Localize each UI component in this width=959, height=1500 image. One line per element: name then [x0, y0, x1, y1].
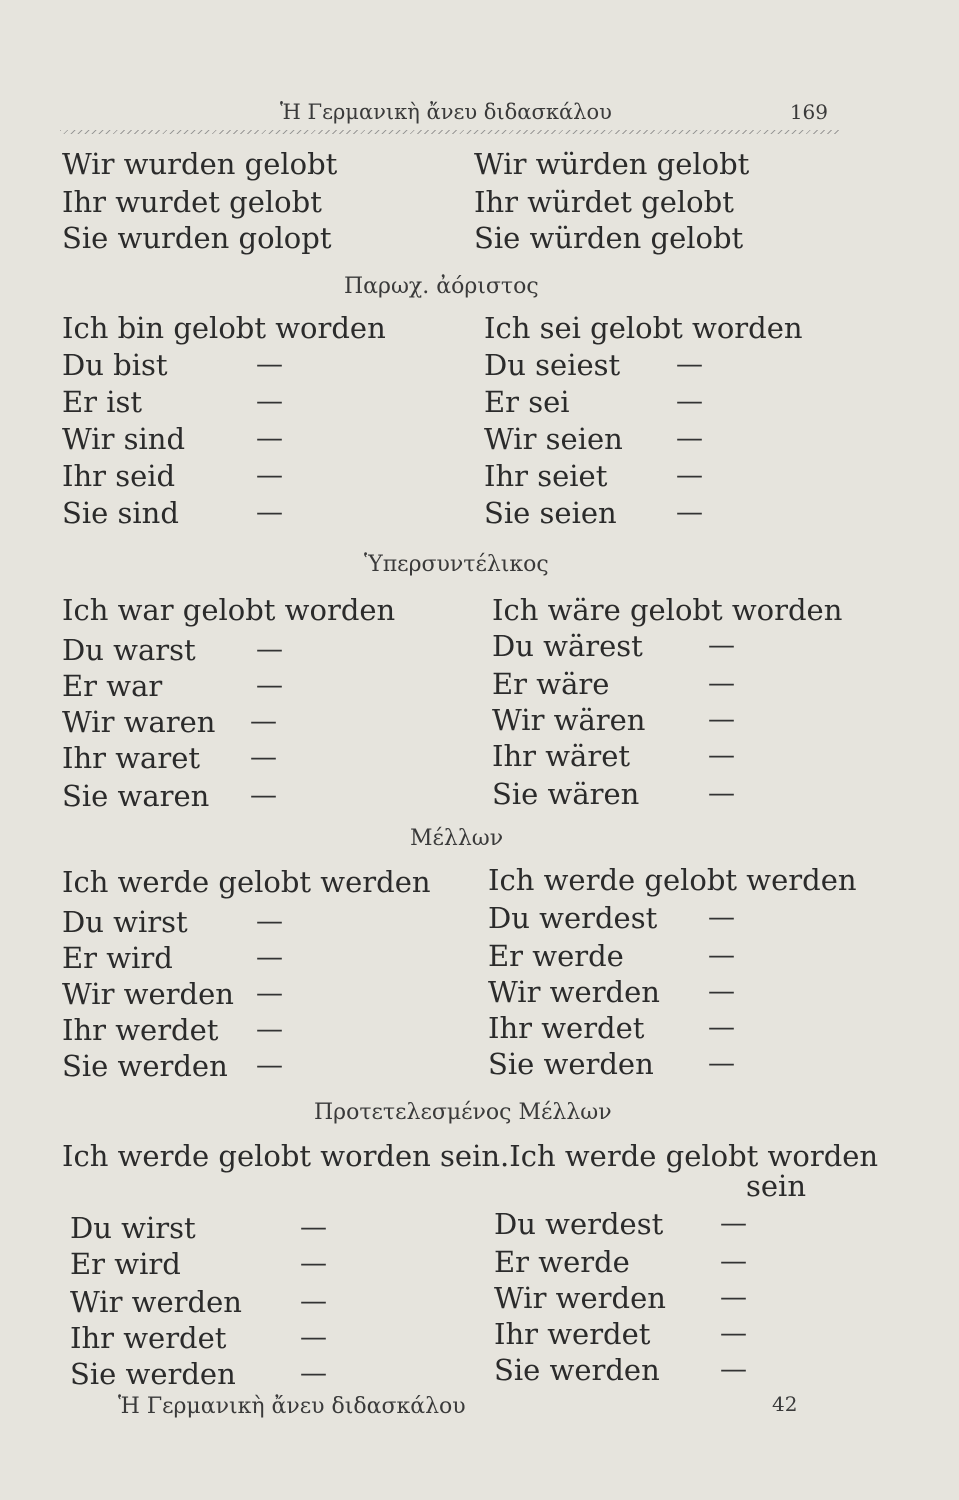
text-line: Ihr wurdet gelobt: [62, 185, 322, 219]
ditto-dash: —: [708, 668, 735, 699]
text-line: sein: [746, 1169, 806, 1203]
text-line: Ihr seid: [62, 459, 176, 493]
section-title: Προτετελεσμένος Μέλλων: [314, 1100, 612, 1125]
text-line: Er sei: [484, 385, 570, 419]
running-header: [60, 96, 840, 136]
ditto-dash: —: [256, 349, 283, 380]
header-title: Ἡ Γερμανικὴ ἄνευ διδασκάλου: [280, 100, 612, 124]
text-line: Sie werden: [70, 1357, 236, 1391]
text-line: Du wärest: [492, 629, 643, 663]
ditto-dash: —: [708, 902, 735, 933]
ditto-dash: —: [300, 1248, 327, 1279]
text-line: Sie werden: [488, 1047, 654, 1081]
ditto-dash: —: [256, 386, 283, 417]
ditto-dash: —: [720, 1354, 747, 1385]
ditto-dash: —: [720, 1246, 747, 1277]
ditto-dash: —: [256, 460, 283, 491]
ditto-dash: —: [708, 1012, 735, 1043]
text-line: Sie wurden golopt: [62, 221, 332, 255]
ditto-dash: —: [720, 1208, 747, 1239]
ditto-dash: —: [250, 780, 277, 811]
text-line: Wir werden: [62, 977, 234, 1011]
ditto-dash: —: [708, 740, 735, 771]
text-line: Wir werden: [488, 975, 660, 1009]
text-line: Du seiest: [484, 348, 621, 382]
ditto-dash: —: [256, 670, 283, 701]
text-line: Du werdest: [494, 1207, 664, 1241]
text-line: Er werde: [488, 939, 624, 973]
ditto-dash: —: [720, 1318, 747, 1349]
text-line: Ihr werdet: [488, 1011, 645, 1045]
ditto-dash: —: [676, 460, 703, 491]
text-line: Er war: [62, 669, 163, 703]
ditto-dash: —: [300, 1358, 327, 1389]
text-line: Er wäre: [492, 667, 610, 701]
ditto-dash: —: [256, 978, 283, 1009]
text-line: Wir seien: [484, 422, 623, 456]
ditto-dash: —: [256, 942, 283, 973]
footer-signature: Ἡ Γερμανικὴ ἄνευ διδασκάλου: [118, 1394, 466, 1419]
ditto-dash: —: [256, 634, 283, 665]
text-line: Wir waren: [62, 705, 216, 739]
text-line: Wir wären: [492, 703, 646, 737]
ditto-dash: —: [256, 1050, 283, 1081]
section-title: Ὑπερσυντέλικος: [364, 552, 549, 577]
ditto-dash: —: [708, 778, 735, 809]
ditto-dash: —: [676, 497, 703, 528]
text-line: Ihr waret: [62, 741, 201, 775]
text-line: Ihr würdet gelobt: [474, 185, 734, 219]
text-line: Du wirst: [70, 1211, 196, 1245]
ditto-dash: —: [300, 1212, 327, 1243]
ditto-dash: —: [708, 940, 735, 971]
page-number: 169: [789, 100, 828, 124]
ditto-dash: —: [256, 423, 283, 454]
text-line: Wir werden: [70, 1285, 242, 1319]
ditto-dash: —: [256, 497, 283, 528]
text-line: Sie werden: [62, 1049, 228, 1083]
text-line: Ihr seiet: [484, 459, 608, 493]
ditto-dash: —: [708, 704, 735, 735]
ditto-dash: —: [300, 1322, 327, 1353]
ditto-dash: —: [708, 976, 735, 1007]
ditto-dash: —: [250, 706, 277, 737]
ditto-dash: —: [676, 386, 703, 417]
text-line: Du warst: [62, 633, 196, 667]
text-line: Wir würden gelobt: [474, 147, 750, 181]
text-line: Ich werde gelobt worden sein.Ich werde gelobt worden: [62, 1139, 879, 1173]
text-line: Ich werde gelobt werden: [488, 863, 857, 897]
text-line: Ihr werdet: [62, 1013, 219, 1047]
ditto-dash: —: [708, 1048, 735, 1079]
signature-number: 42: [772, 1392, 798, 1416]
section-title: Μέλλων: [410, 826, 504, 851]
text-line: Sie würden gelobt: [474, 221, 744, 255]
text-line: Wir wurden gelobt: [62, 147, 338, 181]
text-line: Wir werden: [494, 1281, 666, 1315]
ditto-dash: —: [256, 1014, 283, 1045]
text-line: Ich werde gelobt werden: [62, 865, 431, 899]
text-line: Ich bin gelobt worden: [62, 311, 386, 345]
text-line: Sie waren: [62, 779, 210, 813]
section-title: Παρωχ. ἀόριστος: [344, 274, 539, 299]
text-line: Er ist: [62, 385, 143, 419]
ditto-dash: —: [708, 630, 735, 661]
text-line: Ihr werdet: [494, 1317, 651, 1351]
text-line: Sie wären: [492, 777, 640, 811]
text-line: Ich sei gelobt worden: [484, 311, 803, 345]
text-line: Sie seien: [484, 496, 617, 530]
ditto-dash: —: [720, 1282, 747, 1313]
text-line: Er wird: [70, 1247, 181, 1281]
text-line: Er werde: [494, 1245, 630, 1279]
text-line: Er wird: [62, 941, 173, 975]
text-line: Du werdest: [488, 901, 658, 935]
ditto-dash: —: [256, 906, 283, 937]
text-line: Du wirst: [62, 905, 188, 939]
ditto-dash: —: [676, 349, 703, 380]
ditto-dash: —: [300, 1286, 327, 1317]
text-line: Sie werden: [494, 1353, 660, 1387]
text-line: Du bist: [62, 348, 168, 382]
text-line: Wir sind: [62, 422, 186, 456]
header-rule: [60, 130, 840, 134]
ditto-dash: —: [676, 423, 703, 454]
text-line: Ich war gelobt worden: [62, 593, 396, 627]
text-line: Sie sind: [62, 496, 179, 530]
text-line: Ihr wäret: [492, 739, 631, 773]
text-line: Ich wäre gelobt worden: [492, 593, 843, 627]
ditto-dash: —: [250, 742, 277, 773]
text-line: Ihr werdet: [70, 1321, 227, 1355]
